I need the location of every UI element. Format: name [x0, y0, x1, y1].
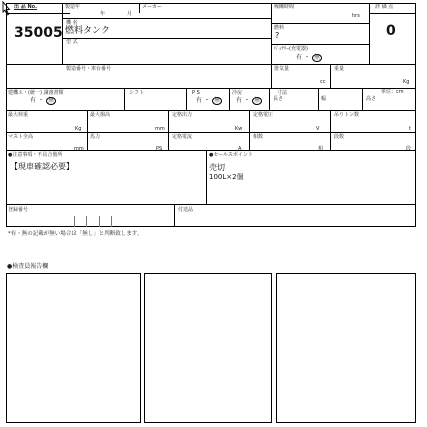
accessories-label: 付送品	[178, 207, 194, 213]
sales-point-line2: 100L×2個	[209, 173, 244, 181]
max-load-unit: Kg	[75, 126, 82, 132]
dimension-width-label: 幅	[321, 96, 327, 102]
caution-value: 【現車確認必要】	[10, 162, 74, 171]
rated-voltage-label: 定格電圧	[253, 112, 274, 118]
inspector-report-label: ●検査員報告欄	[7, 263, 49, 270]
lift-ton-unit: t	[409, 126, 411, 132]
inspector-report-box-3[interactable]	[276, 273, 416, 423]
phase-label: 相数	[253, 134, 264, 140]
sales-point-label: ●セールスポイント	[209, 152, 253, 158]
lot-number: 35005	[14, 25, 63, 41]
rated-current-label: 定格電流	[172, 134, 193, 140]
ps-label: P S	[192, 90, 200, 96]
max-lift-label: 最大揚高	[90, 112, 111, 118]
rated-voltage-unit: V	[316, 126, 320, 132]
footer-note: *有・無の記載が無い場合は「無し」と判断致します。	[8, 231, 143, 237]
inspector-report-box-1[interactable]	[6, 273, 141, 423]
lot-number-label: 出 品 No.	[14, 4, 38, 10]
max-load-label: 最大荷重	[8, 112, 29, 118]
horsepower-unit: PS	[156, 146, 163, 152]
sales-point-line1: 売切	[209, 163, 225, 172]
score-value: 0	[386, 23, 396, 39]
inspector-report-box-2[interactable]	[144, 273, 272, 423]
operating-hours-label: 稼働時間	[274, 4, 295, 10]
stages-unit: 段	[406, 146, 412, 152]
displacement-unit: cc	[320, 79, 326, 85]
cooling-yes[interactable]: 有	[236, 97, 243, 104]
dimension-unit-label: 単位：cm	[381, 89, 404, 95]
shift-label: シフト	[129, 90, 145, 96]
max-lift-unit: mm	[155, 126, 165, 132]
fuel-label: 燃料	[274, 25, 285, 31]
weight-unit: Kg	[403, 79, 410, 85]
transfer-docs-no-selected[interactable]: 無	[47, 97, 54, 104]
caution-label: ●注意事項・不具合箇所	[8, 152, 63, 158]
ps-no-selected[interactable]: 無	[213, 97, 220, 104]
cooling-no-selected[interactable]: 無	[253, 97, 260, 104]
displacement-label: 排気量	[274, 66, 290, 72]
maker-label: メーカー	[142, 4, 162, 10]
model-name-label: 機 名	[66, 20, 78, 26]
stages-label: 段数	[334, 134, 345, 140]
ps-yes[interactable]: 有	[196, 97, 203, 104]
ps-options: 有 ・ 無	[196, 97, 220, 104]
transfer-docs-options: 有 ・ 無	[30, 97, 54, 104]
score-label: 評 価 点	[375, 4, 394, 10]
battery-options: 有 ・ 無	[296, 54, 320, 61]
cooling-label: 冷房	[232, 90, 243, 96]
year-unit: 年	[100, 11, 106, 17]
phase-unit: 相	[318, 146, 324, 152]
battery-no-selected[interactable]: 無	[313, 54, 320, 61]
dimension-length-label: 長さ	[273, 96, 284, 102]
serial-number-label: 製造番号・車台番号	[66, 66, 112, 72]
fuel-value: ?	[275, 31, 280, 40]
registration-label: 登録番号	[8, 207, 29, 213]
year-made-label: 製造年	[65, 4, 81, 10]
dimension-height-label: 高さ	[366, 96, 377, 102]
rated-output-unit: Kw	[235, 126, 243, 132]
type-label: 型 式	[66, 39, 78, 45]
month-unit: 月	[127, 11, 133, 17]
cooling-options: 有 ・ 無	[236, 97, 260, 104]
mast-height-unit: mm	[74, 146, 84, 152]
battery-label: ﾊﾞｯﾃﾘｰ(充電器)	[274, 46, 308, 52]
transfer-docs-label: 建機エ・(統一) 譲渡書類	[8, 90, 64, 96]
dimensions-label: 寸法	[277, 90, 288, 96]
weight-label: 重量	[334, 66, 345, 72]
operating-hours-unit: hrs	[352, 13, 360, 19]
battery-yes[interactable]: 有	[296, 54, 303, 61]
rated-output-label: 定格出力	[172, 112, 193, 118]
mast-height-label: マスト全高	[8, 134, 34, 140]
transfer-docs-yes[interactable]: 有	[30, 97, 37, 104]
lift-ton-label: 吊りトン数	[334, 112, 360, 118]
horsepower-label: 馬力	[90, 134, 101, 140]
rated-current-unit: A	[238, 146, 242, 152]
model-name: 燃料タンク	[65, 26, 110, 36]
